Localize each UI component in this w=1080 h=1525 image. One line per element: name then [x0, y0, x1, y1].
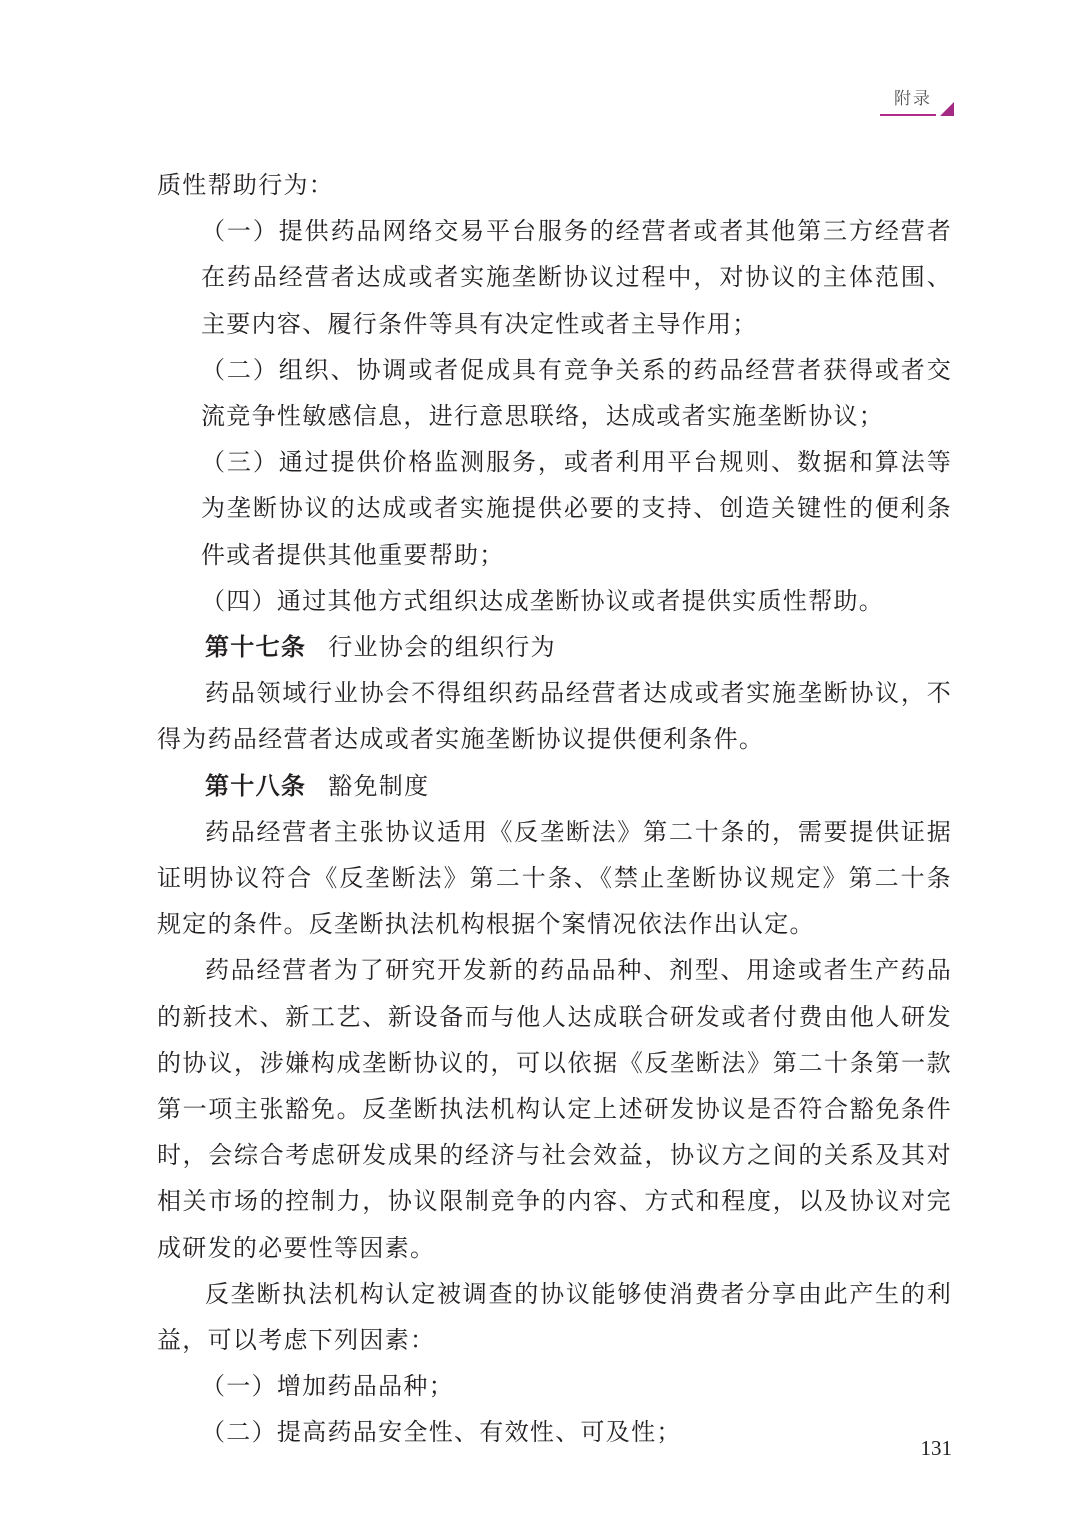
page-number: 131 [920, 1436, 952, 1460]
article-heading [157, 763, 952, 809]
paragraph: 反垄断执法机构认定被调查的协议能够使消费者分享由此产生的利益，可以考虑下列因素： [157, 1279, 952, 1355]
header-triangle-icon [940, 102, 954, 116]
paragraph: 药品经营者为了研究开发新的药品品种、剂型、用途或者生产药品的新技术、新工艺、新设备而与他人达成联合研发或者付费由他人研发的协议，涉嫌构成垄断协议的，可以依据《反垄断法》第二十条第一款第一项主张豁免。反垄断执法机构认定上述研发协议是否符合豁免条件时，会综合考虑研发成果的经济与社会效益，协议方之间的关系及其对相关市场的控制力，协议限制竞争的内容、方式和程度，以及协议对完成研发的必要性等因素。 [157, 956, 952, 1262]
list-item: （一）提供药品网络交易平台服务的经营者或者其他第三方经营者在药品经营者达成或者实施垄断协议过程中，对协议的主体范围、主要内容、履行条件等具有决定性或者主导作用； [201, 217, 952, 338]
header-label-group [880, 88, 936, 116]
article-title: 行业协会的组织行为 [328, 633, 556, 662]
header-rule [880, 114, 936, 116]
page-body [157, 162, 952, 1456]
list-item: （三）通过提供价格监测服务，或者利用平台规则、数据和算法等为垄断协议的达成或者实施提供必要的支持、创造关键性的便利条件或者提供其他重要帮助； [201, 448, 952, 569]
list-item: （四）通过其他方式组织达成垄断协议或者提供实质性帮助。 [201, 586, 885, 615]
article-heading [157, 624, 952, 670]
list-item: （二）提高药品安全性、有效性、可及性； [201, 1418, 682, 1447]
article-number: 第十八条 [205, 770, 307, 800]
article-title: 豁免制度 [328, 771, 430, 800]
paragraph-continued: 质性帮助行为： [157, 171, 335, 199]
paragraph: 药品领域行业协会不得组织药品经营者达成或者实施垄断协议，不得为药品经营者达成或者实施垄断协议提供便利条件。 [157, 679, 952, 754]
list-item: （一）增加药品品种； [201, 1372, 454, 1401]
header-section-label: 附录 [894, 89, 932, 109]
list-item: （二）组织、协调或者促成具有竞争关系的药品经营者获得或者交流竞争性敏感信息，进行意思联络，达成或者实施垄断协议； [201, 355, 952, 431]
running-header [880, 88, 954, 116]
article-number: 第十七条 [205, 632, 307, 662]
paragraph: 药品经营者主张协议适用《反垄断法》第二十条的，需要提供证据证明协议符合《反垄断法》第二十条、《禁止垄断协议规定》第二十条规定的条件。反垄断执法机构根据个案情况依法作出认定。 [157, 817, 952, 939]
